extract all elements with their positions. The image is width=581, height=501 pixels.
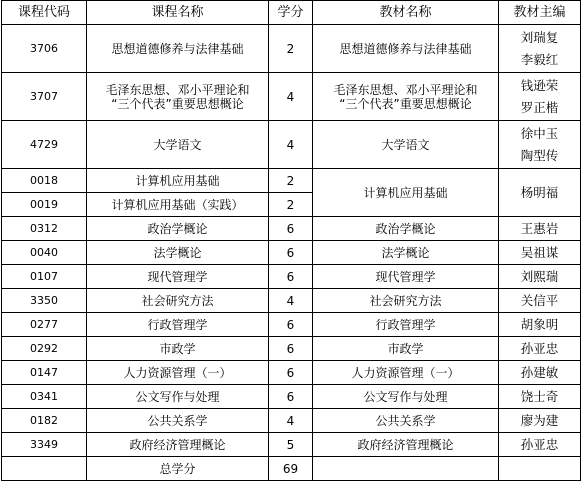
textbook-editor: 孙亚忠 bbox=[499, 433, 581, 457]
course-credits: 2 bbox=[269, 25, 313, 73]
table-row bbox=[2, 121, 581, 169]
total-label: 总学分 bbox=[87, 457, 269, 481]
course-credits: 6 bbox=[269, 313, 313, 337]
table-row bbox=[2, 313, 581, 337]
editor-line: 李毅红 bbox=[520, 51, 559, 67]
course-credits: 6 bbox=[269, 241, 313, 265]
textbook-name bbox=[313, 73, 499, 121]
textbook-name: 公共关系学 bbox=[313, 409, 499, 433]
editor-line: 罗正楷 bbox=[520, 99, 559, 115]
course-credits: 6 bbox=[269, 217, 313, 241]
textbook-name bbox=[313, 25, 499, 73]
textbook-editor: 关信平 bbox=[499, 289, 581, 313]
textbook-name: 政府经济管理概论 bbox=[313, 433, 499, 457]
table-row bbox=[2, 265, 581, 289]
course-code: 0341 bbox=[2, 385, 87, 409]
editor-line: 徐中玉 bbox=[520, 125, 559, 141]
textbook-name: 公文写作与处理 bbox=[313, 385, 499, 409]
course-credits: 5 bbox=[269, 433, 313, 457]
course-name-line: “三个代表”重要思想概论 bbox=[111, 96, 244, 111]
textbook-name: 现代管理学 bbox=[313, 265, 499, 289]
course-code: 0018 bbox=[2, 169, 87, 193]
course-credits: 4 bbox=[269, 289, 313, 313]
curriculum-table bbox=[1, 0, 581, 481]
course-code: 3350 bbox=[2, 289, 87, 313]
course-credits: 6 bbox=[269, 265, 313, 289]
textbook-editor: 杨明福 bbox=[499, 169, 581, 217]
textbook-name: 行政管理学 bbox=[313, 313, 499, 337]
course-name bbox=[87, 73, 269, 121]
textbook-name: 人力资源管理（一） bbox=[313, 361, 499, 385]
table-row bbox=[2, 169, 581, 193]
textbook-editor: 孙亚忠 bbox=[499, 337, 581, 361]
textbook-editor bbox=[499, 73, 581, 121]
table-row bbox=[2, 409, 581, 433]
course-name-line: 毛泽东思想、邓小平理论和 bbox=[105, 82, 250, 97]
course-code: 0312 bbox=[2, 217, 87, 241]
course-code: 0147 bbox=[2, 361, 87, 385]
textbook-name-line: 大学语文 bbox=[381, 137, 430, 152]
textbook-name-line: 毛泽东思想、邓小平理论和 bbox=[333, 82, 478, 97]
editor-line: 刘瑞复 bbox=[520, 29, 559, 45]
textbook-name: 政治学概论 bbox=[313, 217, 499, 241]
course-name: 现代管理学 bbox=[87, 265, 269, 289]
textbook-name: 社会研究方法 bbox=[313, 289, 499, 313]
total-empty-cell bbox=[2, 457, 87, 481]
course-code: 0292 bbox=[2, 337, 87, 361]
textbook-name bbox=[313, 121, 499, 169]
table-row bbox=[2, 433, 581, 457]
course-credits: 6 bbox=[269, 337, 313, 361]
course-name: 行政管理学 bbox=[87, 313, 269, 337]
textbook-editor bbox=[499, 25, 581, 73]
table-row bbox=[2, 337, 581, 361]
table-row bbox=[2, 289, 581, 313]
header-credits: 学分 bbox=[269, 1, 313, 25]
course-code: 0182 bbox=[2, 409, 87, 433]
course-name bbox=[87, 193, 269, 217]
header-code: 课程代码 bbox=[2, 1, 87, 25]
course-code: 0107 bbox=[2, 265, 87, 289]
course-credits: 4 bbox=[269, 73, 313, 121]
course-name bbox=[87, 25, 269, 73]
course-name-line: 计算机应用基础 bbox=[135, 173, 220, 188]
editor-line: 陶型传 bbox=[520, 147, 559, 163]
textbook-editor: 孙建敏 bbox=[499, 361, 581, 385]
course-name: 市政学 bbox=[87, 337, 269, 361]
textbook-editor: 胡象明 bbox=[499, 313, 581, 337]
course-credits: 4 bbox=[269, 121, 313, 169]
textbook-editor bbox=[499, 121, 581, 169]
textbook-editor: 吴祖谋 bbox=[499, 241, 581, 265]
course-code: 0019 bbox=[2, 193, 87, 217]
course-code: 3349 bbox=[2, 433, 87, 457]
header-course-name: 课程名称 bbox=[87, 1, 269, 25]
course-credits: 4 bbox=[269, 409, 313, 433]
editor-line: 钱逊荣 bbox=[520, 77, 559, 93]
course-code: 3707 bbox=[2, 73, 87, 121]
total-credits: 69 bbox=[269, 457, 313, 481]
course-name: 政治学概论 bbox=[87, 217, 269, 241]
course-credits: 6 bbox=[269, 385, 313, 409]
course-name-line: 大学语文 bbox=[153, 137, 202, 152]
course-code: 4729 bbox=[2, 121, 87, 169]
header-row bbox=[2, 1, 581, 25]
course-name: 政府经济管理概论 bbox=[87, 433, 269, 457]
total-empty-cell bbox=[499, 457, 581, 481]
course-credits: 2 bbox=[269, 193, 313, 217]
textbook-name-line: 思想道德修养与法律基础 bbox=[339, 41, 472, 56]
textbook-editor: 王惠岩 bbox=[499, 217, 581, 241]
course-code: 0277 bbox=[2, 313, 87, 337]
course-name-line: 思想道德修养与法律基础 bbox=[111, 41, 244, 56]
textbook-name: 市政学 bbox=[313, 337, 499, 361]
course-name bbox=[87, 169, 269, 193]
total-row bbox=[2, 457, 581, 481]
course-name: 法学概论 bbox=[87, 241, 269, 265]
header-editor: 教材主编 bbox=[499, 1, 581, 25]
table-row bbox=[2, 73, 581, 121]
table-row bbox=[2, 241, 581, 265]
header-textbook: 教材名称 bbox=[313, 1, 499, 25]
course-code: 3706 bbox=[2, 25, 87, 73]
textbook-name: 法学概论 bbox=[313, 241, 499, 265]
table-row bbox=[2, 25, 581, 73]
table-row bbox=[2, 361, 581, 385]
course-name-line: 计算机应用基础（实践） bbox=[111, 197, 244, 212]
course-name: 公文写作与处理 bbox=[87, 385, 269, 409]
course-name: 公共关系学 bbox=[87, 409, 269, 433]
course-credits: 2 bbox=[269, 169, 313, 193]
table-row bbox=[2, 217, 581, 241]
course-credits: 6 bbox=[269, 361, 313, 385]
textbook-name-line: “三个代表”重要思想概论 bbox=[339, 96, 472, 111]
textbook-editor: 廖为建 bbox=[499, 409, 581, 433]
course-code: 0040 bbox=[2, 241, 87, 265]
course-name: 社会研究方法 bbox=[87, 289, 269, 313]
textbook-editor: 饶士奇 bbox=[499, 385, 581, 409]
textbook-name: 计算机应用基础 bbox=[313, 169, 499, 217]
table-row bbox=[2, 385, 581, 409]
total-empty-cell bbox=[313, 457, 499, 481]
course-name: 人力资源管理（一） bbox=[87, 361, 269, 385]
textbook-editor: 刘熙瑞 bbox=[499, 265, 581, 289]
course-name bbox=[87, 121, 269, 169]
